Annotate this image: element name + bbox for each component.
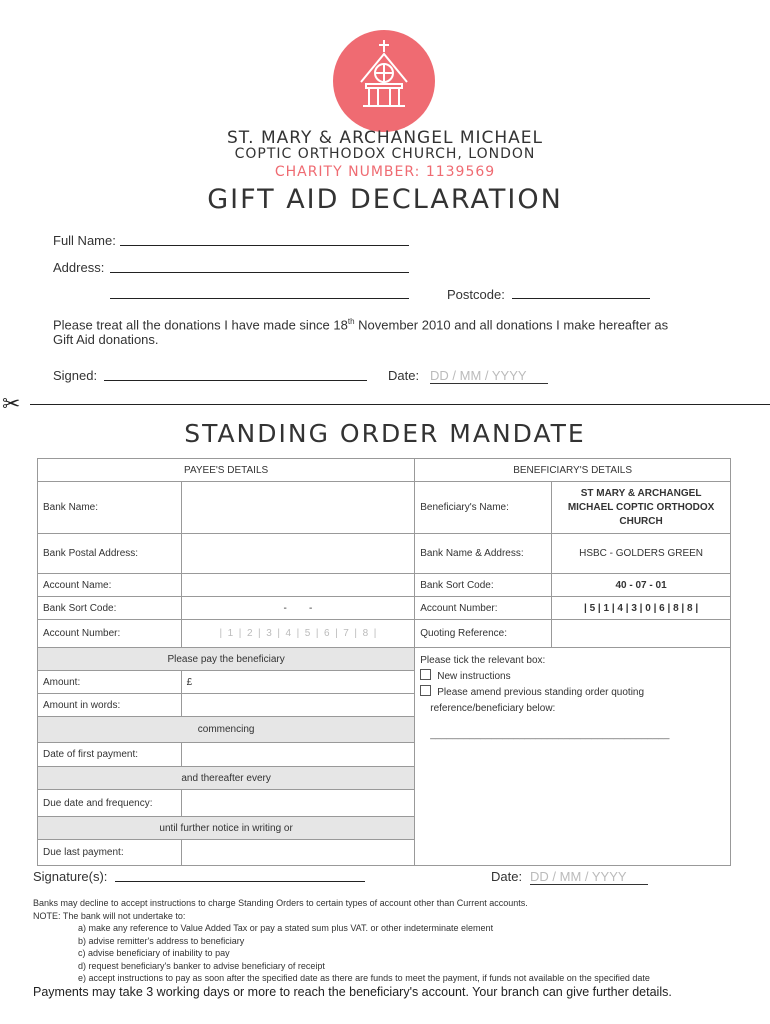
beneficiary-account-number-value: | 5 | 1 | 4 | 3 | 0 | 6 | 8 | 8 | xyxy=(552,597,731,620)
standing-order-title: STANDING ORDER MANDATE xyxy=(184,419,586,448)
bank-postal-address-label: Bank Postal Address: xyxy=(38,534,182,574)
church-name-line1: ST. MARY & ARCHANGEL MICHAEL xyxy=(227,128,543,148)
gift-aid-title: GIFT AID DECLARATION xyxy=(207,184,563,215)
signatures-label: Signature(s): xyxy=(33,869,108,884)
due-date-label: Due date and frequency: xyxy=(38,790,182,817)
cut-line xyxy=(30,404,770,405)
first-payment-input[interactable] xyxy=(181,743,415,767)
declaration-sup: th xyxy=(347,317,355,326)
gift-date-field[interactable]: DD / MM / YYYY xyxy=(430,368,548,384)
full-name-label: Full Name: xyxy=(53,233,116,248)
church-logo xyxy=(333,30,435,132)
tick-box-panel xyxy=(415,648,731,866)
bank-postal-address-input[interactable] xyxy=(181,534,415,574)
church-icon xyxy=(333,30,435,132)
scissors-icon: ✂ xyxy=(2,391,21,416)
postcode-field[interactable] xyxy=(512,298,650,299)
amend-label: Please amend previous standing order quoting xyxy=(437,687,645,698)
until-notice-row: until further notice in writing or xyxy=(38,817,415,840)
tick-relevant-label: Please tick the relevant box: xyxy=(420,655,546,666)
footer-date-field[interactable]: DD / MM / YYYY xyxy=(530,869,648,885)
quoting-reference-label: Quoting Reference: xyxy=(415,620,552,648)
due-last-label: Due last payment: xyxy=(38,840,182,866)
signed-label: Signed: xyxy=(53,368,98,383)
account-name-input[interactable] xyxy=(181,574,415,597)
charity-number: CHARITY NUMBER: 1139569 xyxy=(274,164,496,180)
bank-name-input[interactable] xyxy=(181,482,415,534)
beneficiary-details-header: BENEFICIARY'S DETAILS xyxy=(415,459,731,482)
beneficiary-account-number-label: Account Number: xyxy=(415,597,552,620)
signatures-field[interactable] xyxy=(115,881,365,882)
declaration-text xyxy=(53,314,668,347)
beneficiary-name-value: ST MARY & ARCHANGEL MICHAEL COPTIC ORTHODOX CHURCH xyxy=(552,482,731,534)
commencing-row: commencing xyxy=(38,717,415,743)
declaration-part2: November 2010 and all donations I make hereafter as xyxy=(354,317,669,333)
note-2: NOTE: The bank will not undertake to: xyxy=(33,910,186,921)
amount-words-input[interactable] xyxy=(181,694,415,717)
please-pay-row: Please pay the beneficiary xyxy=(38,648,415,671)
bank-notes xyxy=(33,897,753,985)
note-a: a) make any reference to Value Added Tax or pay a stated sum plus VAT. or other indeterminate element xyxy=(78,923,494,933)
address-field-2[interactable] xyxy=(110,298,409,299)
bank-name-label: Bank Name: xyxy=(38,482,182,534)
payee-sort-code-label: Bank Sort Code: xyxy=(38,597,182,620)
postcode-label: Postcode: xyxy=(447,287,505,302)
due-last-input[interactable] xyxy=(181,840,415,866)
new-instructions-checkbox[interactable] xyxy=(420,669,431,680)
amend-label-2: reference/beneficiary below: xyxy=(430,703,556,714)
account-name-label: Account Name: xyxy=(38,574,182,597)
address-label: Address: xyxy=(53,260,105,275)
note-b: b) advise remitter's address to beneficiary xyxy=(78,935,245,946)
full-name-field[interactable] xyxy=(120,245,409,246)
gift-date-label: Date: xyxy=(388,368,420,383)
amount-input[interactable]: £ xyxy=(181,671,415,694)
new-instructions-label: New instructions xyxy=(437,671,511,682)
note-d: d) request beneficiary's banker to advise beneficiary of receipt xyxy=(78,960,325,971)
bank-name-address-value: HSBC - GOLDERS GREEN xyxy=(552,534,731,574)
payee-details-header: PAYEE'S DETAILS xyxy=(38,459,415,482)
payments-notice: Payments may take 3 working days or more to reach the beneficiary's account. Your branch can give further details. xyxy=(33,985,672,999)
beneficiary-sort-code-label: Bank Sort Code: xyxy=(415,574,552,597)
signed-field[interactable] xyxy=(104,380,367,381)
footer-date-label: Date: xyxy=(491,869,523,884)
amount-words-label: Amount in words: xyxy=(38,694,182,717)
quoting-reference-input[interactable] xyxy=(552,620,731,648)
declaration-line2: Gift Aid donations. xyxy=(53,332,159,348)
note-1: Banks may decline to accept instructions to charge Standing Orders to certain types of account other than Current accounts. xyxy=(33,898,528,908)
due-date-input[interactable] xyxy=(181,790,415,817)
note-c: c) advise beneficiary of inability to pay xyxy=(78,948,230,958)
declaration-part1: Please treat all the donations I have made since 18 xyxy=(53,317,348,333)
payee-sort-code-input[interactable]: - - xyxy=(181,597,415,620)
bank-name-address-label: Bank Name & Address: xyxy=(415,534,552,574)
first-payment-label: Date of first payment: xyxy=(38,743,182,767)
church-name-line2: COPTIC ORTHODOX CHURCH, LONDON xyxy=(234,146,536,162)
thereafter-row: and thereafter every xyxy=(38,767,415,790)
amend-reference-line[interactable]: ___________________________________________ xyxy=(430,729,670,740)
beneficiary-name-label: Beneficiary's Name: xyxy=(415,482,552,534)
amend-checkbox[interactable] xyxy=(420,685,431,696)
address-field-1[interactable] xyxy=(110,272,409,273)
beneficiary-sort-code-value: 40 - 07 - 01 xyxy=(552,574,731,597)
payee-account-number-label: Account Number: xyxy=(38,620,182,648)
standing-order-table xyxy=(37,458,731,866)
payee-account-number-input[interactable]: | 1 | 2 | 3 | 4 | 5 | 6 | 7 | 8 | xyxy=(181,620,415,648)
amount-label: Amount: xyxy=(38,671,182,694)
note-e: e) accept instructions to pay as soon after the specified date as there are funds to meet the payment, if funds not available on the specified date xyxy=(78,973,650,983)
